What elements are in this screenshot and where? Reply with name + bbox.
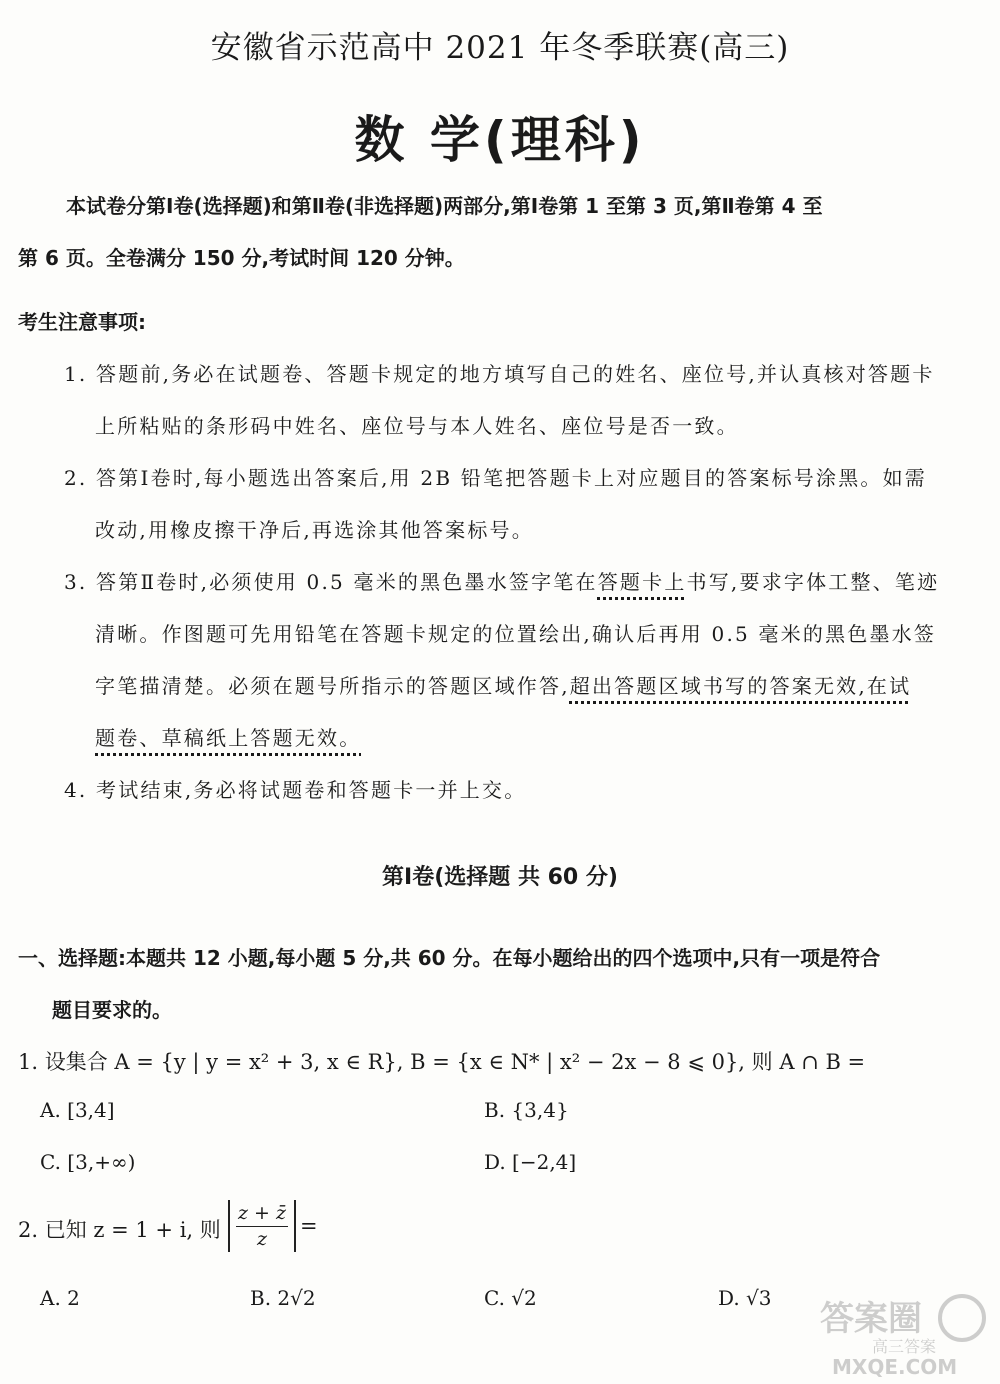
part-heading-line-2: 题目要求的。 — [52, 998, 172, 1022]
part-heading-line-1: 一、选择题:本题共 12 小题,每小题 5 分,共 60 分。在每小题给出的四个选项中,只有一项是符合 — [18, 946, 881, 970]
notice-heading: 考生注意事项: — [18, 310, 146, 334]
question-1-option-c: C. [3,+∞) — [40, 1150, 136, 1174]
notice-3-line-2: 清晰。作图题可先用铅笔在答题卡规定的位置绘出,确认后再用 0.5 毫米的黑色墨水签 — [95, 622, 937, 646]
notice-2-line-2: 改动,用橡皮擦干净后,再选涂其他答案标号。 — [95, 518, 534, 542]
question-1-option-d: D. [−2,4] — [484, 1150, 577, 1174]
question-2-stem-end: = — [300, 1214, 318, 1238]
intro-line-1: 本试卷分第Ⅰ卷(选择题)和第Ⅱ卷(非选择题)两部分,第Ⅰ卷第 1 至第 3 页,第Ⅱ卷第 4 至 — [66, 194, 823, 218]
notice-3-line-1 — [64, 566, 939, 595]
exam-title: 安徽省示范高中 2021 年冬季联赛(高三) — [210, 30, 790, 66]
notice-3-line-4 — [95, 722, 361, 751]
notice-3-emphasis-invalid: 超出答题区域书写的答案无效,在试 — [569, 674, 912, 698]
question-2-option-d: D. √3 — [718, 1286, 772, 1310]
fraction-denominator: z — [256, 1228, 267, 1250]
notice-1-line-2: 上所粘贴的条形码中姓名、座位号与本人姓名、座位号是否一致。 — [95, 414, 739, 438]
question-2-option-b: B. 2√2 — [250, 1286, 316, 1310]
watermark-text-1: 答案圈 — [820, 1299, 922, 1339]
notice-1-line-1: 1. 答题前,务必在试题卷、答题卡规定的地方填写自己的姓名、座位号,并认真核对答题卡 — [64, 362, 935, 386]
notice-3-emphasis-card: 答题卡上 — [597, 570, 687, 594]
question-2-option-c: C. √2 — [484, 1286, 537, 1310]
notice-4-line-1: 4. 考试结束,务必将试题卷和答题卡一并上交。 — [64, 778, 527, 802]
watermark-text-3: MXQE.COM — [832, 1355, 958, 1379]
intro-line-2: 第 6 页。全卷满分 150 分,考试时间 120 分钟。 — [18, 246, 465, 270]
notice-2-line-1: 2. 答第Ⅰ卷时,每小题选出答案后,用 2B 铅笔把答题卡上对应题目的答案标号涂黑。如需 — [64, 466, 927, 490]
section-1-title: 第Ⅰ卷(选择题 共 60 分) — [382, 865, 618, 890]
notice-3-emphasis-draft: 题卷、草稿纸上答题无效。 — [95, 726, 362, 750]
question-2-stem: 2. 已知 z = 1 + i, 则 — [18, 1218, 221, 1242]
watermark-text-2: 高三答案 — [872, 1337, 937, 1356]
question-2-option-a: A. 2 — [40, 1286, 80, 1310]
fraction-numerator: z + z̄ — [237, 1202, 287, 1224]
notice-3-text-c: 书写,要求字体工整、笔迹 — [686, 570, 940, 594]
subject-title: 数 学(理科) — [354, 111, 646, 169]
notice-3-line-3 — [95, 670, 911, 699]
notice-3-text-d: 字笔描清楚。必须在题号所指示的答题区域作答, — [95, 674, 570, 698]
question-1-option-b: B. {3,4} — [484, 1098, 569, 1122]
abs-value-fraction — [228, 1200, 296, 1252]
fraction-bar — [236, 1226, 288, 1227]
question-1-stem: 1. 设集合 A = {y | y = x² + 3, x ∈ R}, B = {x ∈ N* | x² − 2x − 8 ⩽ 0}, 则 A ∩ B = — [18, 1050, 866, 1074]
question-1-option-a: A. [3,4] — [40, 1098, 115, 1122]
watermark-logo — [812, 1290, 992, 1380]
notice-3-text-a: 3. 答第Ⅱ卷时,必须使用 0.5 毫米的黑色墨水签字笔在 — [64, 570, 598, 594]
